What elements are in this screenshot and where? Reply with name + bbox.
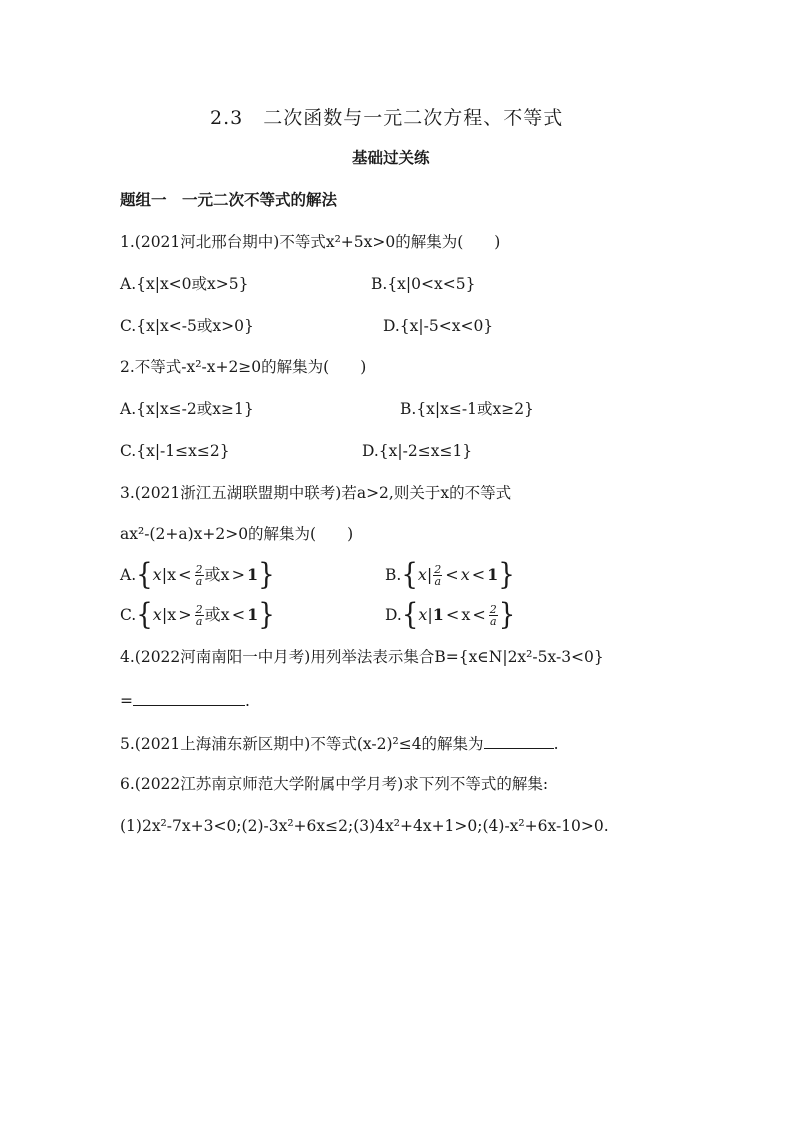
math-var-upright: x <box>220 605 230 624</box>
math-bar: | <box>161 605 168 624</box>
math-bar: | <box>427 605 433 624</box>
math-var-upright: x <box>167 605 177 624</box>
question-3-option-d <box>385 597 516 633</box>
math-var: x <box>152 565 162 584</box>
math-lt: < <box>471 565 486 584</box>
question-4-answer-line <box>120 689 250 711</box>
math-bar: | <box>161 565 168 584</box>
question-2-option-d: D.{x|-2≤x≤1} <box>362 442 473 460</box>
math-bar: | <box>426 565 433 584</box>
question-2-option-c: C.{x|-1≤x≤2} <box>120 442 230 460</box>
math-one: 1 <box>246 565 259 584</box>
math-gt: > <box>231 565 245 584</box>
right-brace: } <box>498 597 516 633</box>
math-one: 1 <box>432 605 444 624</box>
question-3-option-c <box>120 597 275 633</box>
question-1-option-d: D.{x|-5<x<0} <box>383 317 494 335</box>
math-lt: < <box>445 565 459 584</box>
question-1-option-c: C.{x|x<-5或x>0} <box>120 317 254 335</box>
math-lt: < <box>472 605 486 624</box>
section-subtitle: 基础过关练 <box>352 148 430 167</box>
question-1-option-b: B.{x|0<x<5} <box>371 275 476 293</box>
question-2-option-b: B.{x|x≤-1或x≥2} <box>400 400 534 418</box>
question-4-stem: 4.(2022河南南阳一中月考)用列举法表示集合B={x∈N|2x²-5x-3<0} <box>120 648 604 666</box>
left-brace: { <box>136 557 153 593</box>
math-one: 1 <box>487 565 499 584</box>
answer-blank[interactable] <box>133 689 245 706</box>
group-heading: 题组一 一元二次不等式的解法 <box>120 190 338 209</box>
question-3-stem-line2: ax²-(2+a)x+2>0的解集为( ) <box>120 525 354 543</box>
math-or: 或 <box>204 565 221 584</box>
math-one: 1 <box>247 605 259 624</box>
math-var-upright: x <box>220 565 230 584</box>
fraction: $\frac{2}{a}$ <box>195 562 203 588</box>
period: . <box>245 692 250 710</box>
right-brace: } <box>498 557 515 593</box>
page-title: 2.3 二次函数与一元二次方程、不等式 <box>210 107 564 129</box>
fraction: $\frac{2}{a}$ <box>195 602 203 628</box>
question-3-stem-line1: 3.(2021浙江五湖联盟期中联考)若a>2,则关于x的不等式 <box>120 484 512 502</box>
math-var: x <box>460 565 470 584</box>
question-2-stem: 2.不等式-x²-x+2≥0的解集为( ) <box>120 358 367 376</box>
math-gt: > <box>178 605 192 624</box>
fraction: $\frac{2}{a}$ <box>489 602 497 628</box>
left-brace: { <box>401 557 418 593</box>
math-var: x <box>418 605 428 624</box>
math-var-upright: x <box>461 605 471 624</box>
math-var-upright: x <box>167 565 177 584</box>
fraction: $\frac{2}{a}$ <box>434 562 442 588</box>
question-3-option-a <box>120 557 275 593</box>
option-label: D. <box>385 606 402 624</box>
left-brace: { <box>401 597 419 633</box>
question-6-stem: 6.(2022江苏南京师范大学附属中学月考)求下列不等式的解集: <box>120 775 549 793</box>
question-6-parts: (1)2x²-7x+3<0;(2)-3x²+6x≤2;(3)4x²+4x+1>0;(4)-x²+6x-10>0. <box>120 817 609 835</box>
option-label: B. <box>385 566 402 584</box>
math-var: x <box>152 605 162 624</box>
right-brace: } <box>258 557 275 593</box>
period: . <box>553 735 559 753</box>
left-brace: { <box>136 597 153 633</box>
question-1-stem: 1.(2021河北邢台期中)不等式x²+5x>0的解集为( ) <box>120 233 501 251</box>
question-5-stem: 5.(2021上海浦东新区期中)不等式(x-2)²≤4的解集为 <box>120 735 484 753</box>
answer-blank[interactable] <box>484 732 554 749</box>
question-3-option-b <box>385 557 515 593</box>
question-2-option-a: A.{x|x≤-2或x≥1} <box>120 400 254 418</box>
math-lt: < <box>445 605 460 624</box>
math-lt: < <box>231 605 246 624</box>
equals-sign: = <box>120 692 133 710</box>
math-var: x <box>417 565 427 584</box>
right-brace: } <box>258 597 275 633</box>
question-5-line <box>120 732 559 754</box>
option-label: C. <box>120 606 137 624</box>
math-lt: < <box>178 565 192 584</box>
math-or: 或 <box>204 605 221 624</box>
option-label: A. <box>120 566 137 584</box>
question-1-option-a: A.{x|x<0或x>5} <box>120 275 249 293</box>
